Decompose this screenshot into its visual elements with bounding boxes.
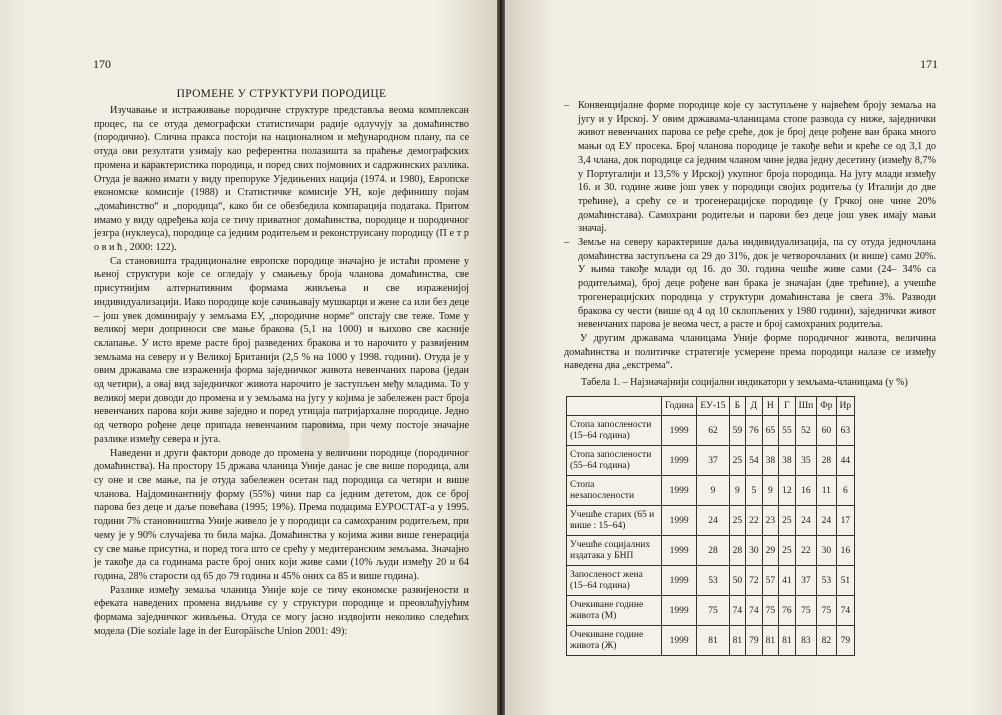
paragraph: Разлике између земаља чланица Уније које се тичу економске развијености и ефеката наведених промена видљиве су у структури породице и преовлађујућим формама заједничког живљења. Отуда се могу јасно издвојити неколико следећих модела (Die soziale lage in der Europäische Union 2001: 49): [94, 584, 469, 637]
row-label-cell: Запосленост жена (15–64 година) [567, 566, 662, 596]
table-cell: 1999 [662, 506, 697, 536]
table-cell: 24 [817, 506, 836, 536]
table-cell: 22 [795, 536, 817, 566]
header-cell: Н [762, 397, 779, 416]
row-label-cell: Очекиване године живота (М) [567, 596, 662, 626]
table-row [567, 536, 855, 566]
table-cell: 44 [836, 446, 855, 476]
table-cell: 1999 [662, 536, 697, 566]
table-cell: 16 [836, 536, 855, 566]
table-cell: 28 [817, 446, 836, 476]
table-cell: 55 [779, 416, 796, 446]
table-cell: 9 [697, 476, 729, 506]
table-cell: 62 [697, 416, 729, 446]
table-cell: 54 [746, 446, 763, 476]
table-cell: 16 [795, 476, 817, 506]
table-cell: 25 [729, 506, 746, 536]
header-cell: Фр [817, 397, 836, 416]
table-cell: 82 [817, 626, 836, 656]
table-cell: 1999 [662, 446, 697, 476]
page-number-left: 170 [93, 57, 111, 71]
table-row [567, 476, 855, 506]
table-cell: 81 [729, 626, 746, 656]
table-cell: 37 [697, 446, 729, 476]
table-body [567, 416, 855, 656]
row-label-cell: Стопа запослености (55–64 година) [567, 446, 662, 476]
table-cell: 30 [817, 536, 836, 566]
table-row [567, 596, 855, 626]
table-cell: 76 [779, 596, 796, 626]
table-cell: 25 [779, 536, 796, 566]
table-cell: 50 [729, 566, 746, 596]
table-cell: 12 [779, 476, 796, 506]
table-cell: 9 [729, 476, 746, 506]
table-cell: 6 [836, 476, 855, 506]
table-cell: 65 [762, 416, 779, 446]
header-cell: Д [746, 397, 763, 416]
table-row [567, 416, 855, 446]
table-cell: 24 [795, 506, 817, 536]
indicators-table [566, 396, 855, 656]
table-cell: 9 [762, 476, 779, 506]
left-body-text [94, 104, 469, 638]
header-cell [567, 397, 662, 416]
table-cell: 25 [729, 446, 746, 476]
row-label-cell: Стопа запослености (15–64 година) [567, 416, 662, 446]
table-cell: 53 [697, 566, 729, 596]
table-cell: 35 [795, 446, 817, 476]
table-row [567, 446, 855, 476]
table-cell: 81 [697, 626, 729, 656]
table-cell: 81 [762, 626, 779, 656]
table-cell: 1999 [662, 416, 697, 446]
table-cell: 60 [817, 416, 836, 446]
table-row [567, 566, 855, 596]
table-cell: 75 [817, 596, 836, 626]
table-cell: 74 [729, 596, 746, 626]
header-cell: Ир [836, 397, 855, 416]
table-header-row [567, 397, 855, 416]
table-cell: 63 [836, 416, 855, 446]
table-cell: 38 [779, 446, 796, 476]
dash-marker: – [564, 237, 570, 249]
table-cell: 75 [697, 596, 729, 626]
table-cell: 74 [836, 596, 855, 626]
row-label-cell: Учешће старих (65 и више : 15–64) [567, 506, 662, 536]
table-cell: 83 [795, 626, 817, 656]
header-cell: ЕУ-15 [697, 397, 729, 416]
table-cell: 1999 [662, 566, 697, 596]
table-cell: 38 [762, 446, 779, 476]
table-cell: 59 [729, 416, 746, 446]
table-cell: 11 [817, 476, 836, 506]
table-cell: 25 [779, 506, 796, 536]
table-cell: 1999 [662, 476, 697, 506]
table-row [567, 626, 855, 656]
table-cell: 1999 [662, 626, 697, 656]
book-gutter [497, 0, 505, 715]
table-cell: 51 [836, 566, 855, 596]
table-cell: 1999 [662, 596, 697, 626]
header-cell: Г [779, 397, 796, 416]
dash-marker: – [564, 100, 570, 111]
header-cell: Шп [795, 397, 817, 416]
right-page [505, 0, 1002, 715]
paragraph: Изучавање и истраживање породичне структуре представља веома комплексан процес, па се отуда демографски статистичари радије одлучују за домаћинство (породично). Слична пракса постоји на националном и међународном плану, па се отуда ови резултати узимају као референтна полазишта за праћење демографских промена и карактеристика породица, и поред свих појмовних и садржинских разлика. Отуда је важно имати у виду препоруке Уједињених нација (1974. и 1980), Европске економске комисије (1988) и Статистичке комисије УН, које дефинишу појам „домаћинство“ и „породица“, како би се обезбедила компарација података. Притом имамо у виду одређења која се тичу приватног домаћинства, породице и породичног језгра (нуклеуса), породице са једним родитељем и реконструисану породицу (П е т р о в и ћ , 2000: 122). [94, 105, 469, 254]
table-cell: 76 [746, 416, 763, 446]
paragraph: Наведени и други фактори доводе до промена у величини породице (породичног домаћинства). На простору 15 држава чланица Уније данас је све више породица, али су оне и све мање, па је отуда забележен осетан пад породица са четири и више чланова. Најдоминантнију форму (55%) чини пар са једним дететом, док се број парова без деце и даље повећава (1995; 19%). Према подацима ЕУРОСТАТ-а у 1995. години 7% становништва Уније живело је у породици са самохраним родитељем, при чему је у 90% случајева то била мајка. Домаћинства у којима живи више генерација су све мање присутна, и поред тога што се срећу у медитеранским земљама. Значајно је такође да са годинама расте број оних који живе сами (10% људи између 20 и 64 година, 28% старости од 65 до 79 година и 45% оних са 85 и више година). [94, 447, 469, 582]
bullet-text: Земље на северу карактерише даља индивидуализација, па су отуда једночлана домаћинства заступљена са 29 до 31%, док је четворочланих (и више) само 20%. У њима такође млади од 16. до 30. година чешће живе сами (24– 34% са родитељима), број деце рођене ван брака је значајан (две трећине), а учешће трогенерацијских породица у структури домаћинстава је свега 3%. Разводи бракова су чести (више од 4 од 10 склопљених у 1980 години), заједнички живот невенчаних парова је веома чест, а расте и број самохраних родитеља. [578, 237, 936, 331]
section-heading: ПРОМЕНЕ У СТРУКТУРИ ПОРОДИЦЕ [176, 88, 387, 100]
table-cell: 53 [817, 566, 836, 596]
table-cell: 75 [762, 596, 779, 626]
page-number-right: 171 [920, 57, 938, 71]
table-cell: 74 [746, 596, 763, 626]
table-cell: 79 [746, 626, 763, 656]
table-cell: 52 [795, 416, 817, 446]
header-cell: Година [662, 397, 697, 416]
bullet-text: Конвенцијалне форме породице које су заступљене у највећем броју земаља на југу и у Ирској. У овим државама-чланицама стопе развода су ниже, заједнички живот невенчаних парова се ређе среће, док је број деце рођене ван брака много мањи од ЕУ просека. Број чланова породице је такође већи и креће се од 3,1 до 3,4 члана, док породице са једним чланом чине једва једну десетину (између 8,7% у Португалији и 13,5% у Ирској) укупног броја породица. На југу млади између 16. и 30. године живе још увек у породици својих родитеља (у Италији до две трећине), а срећу се и трогенерацијске породице (у Грчкој оне чине 20% домаћинстава). Самохрани родитељи и парови без деце још увек имају мањи значај. [578, 100, 936, 235]
table-cell: 81 [779, 626, 796, 656]
table-cell: 22 [746, 506, 763, 536]
row-label-cell: Стопа незапослености [567, 476, 662, 506]
table-cell: 29 [762, 536, 779, 566]
left-page [0, 0, 497, 715]
table-cell: 24 [697, 506, 729, 536]
table-row [567, 506, 855, 536]
table-cell: 37 [795, 566, 817, 596]
table-cell: 79 [836, 626, 855, 656]
table-cell: 28 [697, 536, 729, 566]
table-cell: 57 [762, 566, 779, 596]
closing-paragraph: У другим државама чланицама Уније форме породичног живота, величина домаћинства и политичке стратегије усмерене према породици налазе се између наведена два „екстрема“. [564, 332, 936, 372]
table-cell: 30 [746, 536, 763, 566]
table-cell: 28 [729, 536, 746, 566]
bullet-item [564, 99, 936, 236]
row-label-cell: Учешће социјалних издатака у БНП [567, 536, 662, 566]
header-cell: Б [729, 397, 746, 416]
table-cell: 5 [746, 476, 763, 506]
table-cell: 75 [795, 596, 817, 626]
right-body-text [564, 99, 936, 373]
table-cell: 72 [746, 566, 763, 596]
bullet-item [564, 236, 936, 332]
table-cell: 23 [762, 506, 779, 536]
row-label-cell: Очекиване године живота (Ж) [567, 626, 662, 656]
table-cell: 41 [779, 566, 796, 596]
paragraph: Са становишта традиционалне европске породице значајно је истаћи промене у њеној структури које се огледају у смањењу броја чланова домаћинства, све присутнијим алтернативним формама живљења и све израженијој индивидуализацији. Иако породице које сачињавају мушкарци и жене са или без деце – још увек доминирају у земљама ЕУ, „породичне норме“ опстају све теже. Томе у великој мери доприноси све мање бракова (5,1 на 1000) и њихово све касније склапање. У исто време расте број разведених бракова и то нарочито у развијеним земљама на северу и у Великој Британији (2,5 % на 1000 у 1998. години). Отуда је у овим државама све израженија форма заједничког живота невенчаних парова (један од четири), а овај вид заједничког живота нарочито је заступљен међу младима. То у великој мери доводи до промена и у земљама на југу у којима је забележен раст броја невенчаних парова који живе заједно и поред утицаја патријархалне породице. Једно од четворо рођене деце припада невенчаним паровима, при чему постоје значајне разлике између севера и југа. [94, 255, 469, 445]
table-cell: 17 [836, 506, 855, 536]
table-caption: Табела 1. – Најзначајнији социјални индикатори у земљама-чланицама (у %) [581, 377, 908, 388]
